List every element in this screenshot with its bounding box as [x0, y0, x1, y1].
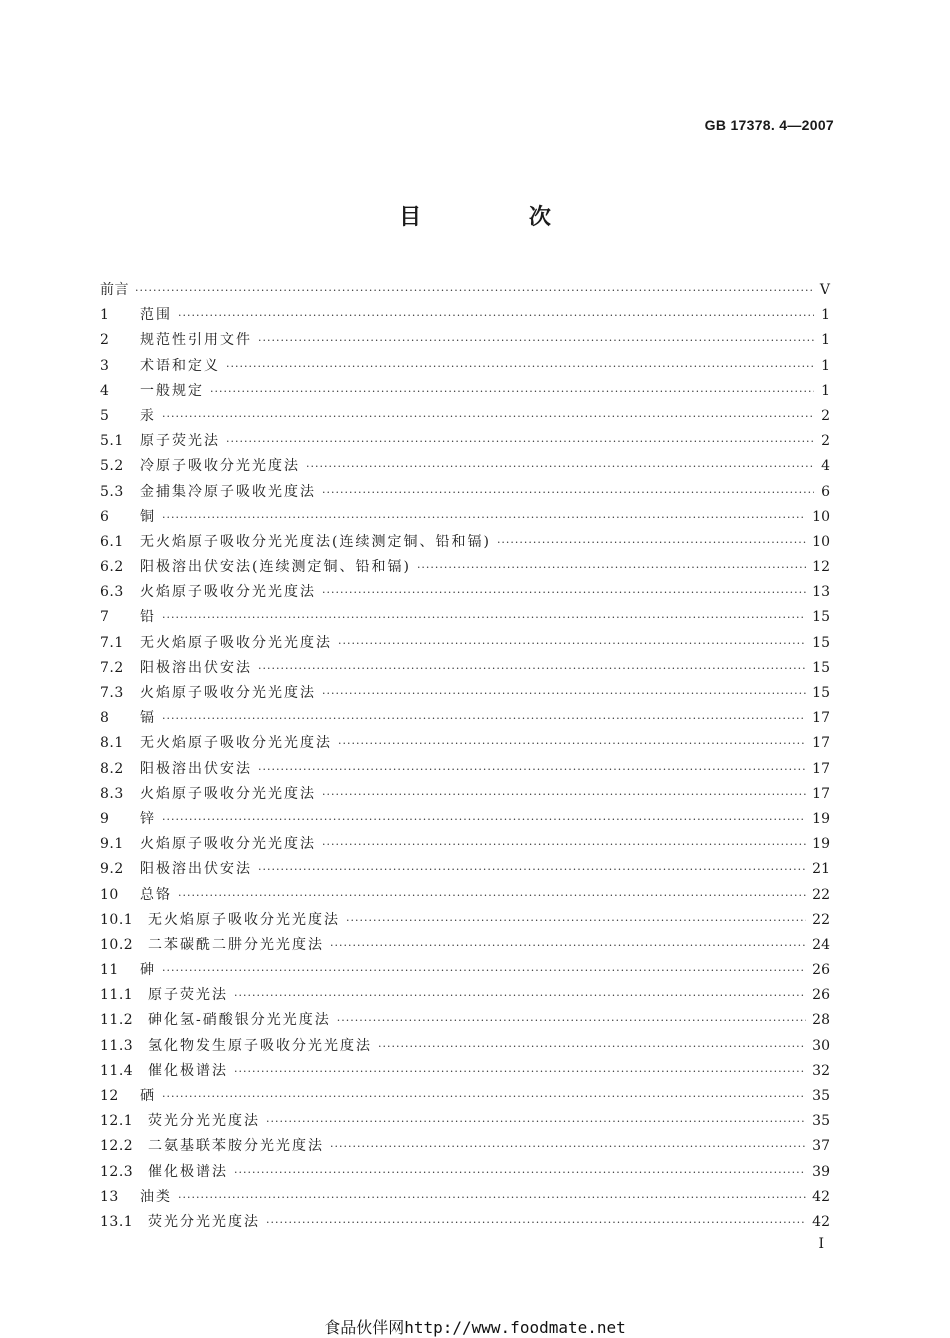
toc-entry[interactable]: [100, 304, 830, 329]
toc-entry-number: 6: [100, 508, 110, 525]
toc-entry-label: 阳极溶出伏安法: [140, 760, 252, 777]
toc-leader-dots: [322, 486, 814, 499]
toc-entry-page: 15: [812, 685, 830, 701]
toc-entry-number: 7: [100, 609, 110, 626]
toc-leader-dots: [178, 889, 806, 902]
toc-entry[interactable]: [100, 430, 830, 455]
toc-entry[interactable]: [100, 632, 830, 657]
toc-entry-page: 1: [821, 332, 830, 349]
toc-leader-dots: [266, 1115, 806, 1128]
toc-entry-number: 11.4: [100, 1062, 134, 1079]
toc-entry-page: 22: [812, 886, 830, 903]
toc-entry[interactable]: [100, 833, 830, 858]
toc-leader-dots: [338, 737, 806, 750]
toc-entry-page: 42: [812, 1188, 830, 1205]
toc-entry-page: 2: [821, 407, 830, 424]
toc-entry-number: 11.1: [100, 987, 134, 1004]
toc-entry-number: 7.1: [100, 634, 124, 651]
toc-entry[interactable]: [100, 455, 830, 480]
toc-entry-label: 一般规定: [140, 382, 204, 399]
toc-entry[interactable]: [100, 758, 830, 783]
toc-entry[interactable]: [100, 984, 830, 1009]
toc-entry-label: 催化极谱法: [148, 1062, 228, 1079]
toc-leader-dots: [178, 309, 814, 322]
toc-entry-number: 8.3: [100, 785, 124, 802]
toc-entry[interactable]: [100, 959, 830, 984]
toc-leader-dots: [226, 435, 814, 448]
toc-leader-dots: [226, 360, 814, 373]
toc-leader-dots: [162, 712, 806, 725]
toc-leader-dots: [258, 863, 806, 876]
toc-entry-page: 28: [812, 1012, 830, 1029]
toc-entry-page: 1: [821, 307, 830, 324]
toc-entry-label: 铜: [140, 508, 156, 525]
toc-entry-label: 无火焰原子吸收分光光度法: [140, 735, 332, 752]
toc-entry[interactable]: [100, 380, 830, 405]
toc-leader-dots: [162, 813, 806, 826]
toc-entry-page: 30: [812, 1037, 830, 1054]
toc-leader-dots: [162, 964, 806, 977]
toc-entry-label: 规范性引用文件: [140, 332, 252, 349]
toc-entry-page: 19: [812, 810, 830, 827]
toc-entry[interactable]: [100, 934, 830, 959]
toc-entry[interactable]: [100, 329, 830, 354]
toc-leader-dots: [234, 1166, 806, 1179]
toc-entry-page: 15: [812, 659, 830, 676]
toc-entry-label: 荧光分光光度法: [148, 1213, 260, 1230]
toc-leader-dots: [258, 662, 806, 675]
toc-entry-page: 1: [821, 357, 830, 374]
toc-leader-dots: [258, 763, 806, 776]
toc-entry-page: 13: [812, 584, 830, 601]
toc-entry-label: 冷原子吸收分光光度法: [140, 458, 300, 475]
toc-entry-label: 荧光分光光度法: [148, 1113, 260, 1130]
toc-entry-number: 2: [100, 332, 110, 349]
toc-entry[interactable]: [100, 581, 830, 606]
toc-entry[interactable]: [100, 481, 830, 506]
toc-entry-page: 17: [812, 785, 830, 802]
page-number: I: [818, 1236, 824, 1252]
toc-entry-label: 火焰原子吸收分光光度法: [140, 836, 316, 853]
toc-entry[interactable]: [100, 1060, 830, 1085]
toc-entry-number: 13: [100, 1188, 119, 1205]
toc-entry-number: 6.3: [100, 584, 124, 601]
toc-entry-number: 8.1: [100, 735, 124, 752]
toc-entry[interactable]: [100, 1110, 830, 1135]
toc-entry-label: 铅: [140, 609, 156, 626]
toc-leader-dots: [266, 1216, 806, 1229]
toc-entry-page: 12: [812, 559, 830, 576]
toc-entry-number: 7.3: [100, 685, 124, 701]
toc-entry[interactable]: [100, 556, 830, 581]
toc-entry-label: 阳极溶出伏安法: [140, 659, 252, 676]
toc-leader-dots: [322, 586, 806, 599]
toc-leader-dots: [162, 1090, 806, 1103]
toc-entry[interactable]: [100, 1009, 830, 1034]
toc-entry-number: 8: [100, 710, 110, 727]
toc-entry-page: V: [819, 282, 830, 298]
toc-entry[interactable]: [100, 1161, 830, 1186]
toc-leader-dots: [346, 914, 806, 927]
toc-entry[interactable]: [100, 1186, 830, 1211]
toc-entry-number: 12.3: [100, 1163, 134, 1180]
toc-entry-page: 19: [812, 836, 830, 853]
toc-entry[interactable]: [100, 506, 830, 531]
toc-entry-page: 42: [812, 1213, 830, 1230]
toc-entry-label: 原子荧光法: [148, 987, 228, 1004]
toc-leader-dots: [330, 939, 806, 952]
toc-entry-label: 总铬: [140, 886, 172, 903]
toc-entry-number: 10: [100, 886, 119, 903]
toc-entry-number: 8.2: [100, 760, 124, 777]
toc-leader-dots: [330, 1140, 806, 1153]
toc-entry-label: 火焰原子吸收分光光度法: [140, 584, 316, 601]
toc-entry-label: 二氨基联苯胺分光光度法: [148, 1138, 324, 1155]
toc-entry[interactable]: [100, 405, 830, 430]
standard-code: GB 17378. 4—2007: [704, 117, 834, 133]
toc-leader-dots: [258, 334, 814, 347]
toc-entry-page: 15: [812, 634, 830, 651]
toc-entry-label: 原子荧光法: [140, 433, 220, 450]
toc-entry[interactable]: [100, 808, 830, 833]
toc-entry[interactable]: [100, 909, 830, 934]
toc-entry-number: 5: [100, 407, 110, 424]
toc-leader-dots: [162, 511, 806, 524]
toc-leader-dots: [178, 1191, 806, 1204]
toc-leader-dots: [234, 989, 806, 1002]
toc-entry-number: 3: [100, 357, 110, 374]
toc-entry-number: 9.1: [100, 836, 124, 853]
toc-entry-number: 10.1: [100, 911, 134, 928]
toc-entry-page: 4: [821, 458, 830, 475]
toc-leader-dots: [322, 788, 806, 801]
toc-entry-label: 砷化氢-硝酸银分光光度法: [148, 1012, 331, 1029]
toc-entry[interactable]: [100, 707, 830, 732]
toc-leader-dots: [234, 1065, 806, 1078]
toc-leader-dots: [135, 284, 814, 297]
toc-entry-page: 10: [812, 508, 830, 525]
toc-entry-number: 11.3: [100, 1037, 134, 1054]
toc-entry-page: 37: [812, 1138, 830, 1155]
toc-entry-number: 6.1: [100, 533, 124, 550]
toc-entry-number: 13.1: [100, 1213, 134, 1230]
toc-entry-label: 无火焰原子吸收分光光度法: [140, 634, 332, 651]
toc-entry-page: 10: [812, 533, 830, 550]
toc-entry-page: 32: [812, 1062, 830, 1079]
toc-entry-label: 二苯碳酰二肼分光光度法: [148, 936, 324, 953]
toc-entry-number: 12.1: [100, 1113, 134, 1130]
toc-entry-number: 前言: [100, 282, 129, 298]
toc-entry-number: 4: [100, 382, 110, 399]
toc-entry-label: 阳极溶出伏安法(连续测定铜、铅和镉): [140, 559, 411, 576]
toc-entry-page: 26: [812, 962, 830, 979]
toc-entry-number: 6.2: [100, 559, 124, 576]
toc-entry-label: 术语和定义: [140, 357, 220, 374]
toc-entry-label: 镉: [140, 710, 156, 727]
toc-entry-page: 17: [812, 710, 830, 727]
toc-entry-page: 1: [821, 382, 830, 399]
toc-entry-label: 氢化物发生原子吸收分光光度法: [148, 1037, 372, 1054]
toc-entry-label: 汞: [140, 407, 156, 424]
toc-entry-page: 39: [812, 1163, 830, 1180]
toc-entry-number: 12: [100, 1088, 119, 1104]
toc-entry-number: 10.2: [100, 936, 134, 953]
toc-entry[interactable]: [100, 1035, 830, 1060]
page-title: 目 次: [399, 205, 601, 230]
toc-entry-page: 26: [812, 987, 830, 1004]
toc-entry-label: 范围: [140, 307, 172, 324]
toc-entry[interactable]: [100, 682, 830, 707]
toc-entry-label: 油类: [140, 1188, 172, 1205]
toc-entry[interactable]: [100, 732, 830, 757]
toc-entry[interactable]: [100, 531, 830, 556]
toc-entry-page: 24: [812, 936, 830, 953]
toc-entry-label: 锌: [140, 810, 156, 827]
toc-leader-dots: [337, 1014, 806, 1027]
toc-entry-page: 17: [812, 760, 830, 777]
toc-leader-dots: [378, 1040, 806, 1053]
toc-entry-label: 无火焰原子吸收分光光度法: [148, 911, 340, 928]
toc-entry-label: 无火焰原子吸收分光光度法(连续测定铜、铅和镉): [140, 533, 491, 550]
toc-entry-number: 5.3: [100, 483, 124, 500]
toc-leader-dots: [306, 460, 814, 473]
table-of-contents: [100, 279, 830, 1236]
toc-entry-page: 22: [812, 911, 830, 928]
toc-entry[interactable]: [100, 606, 830, 631]
toc-leader-dots: [322, 687, 806, 700]
toc-entry-page: 35: [812, 1088, 830, 1104]
toc-leader-dots: [497, 536, 806, 549]
toc-leader-dots: [210, 385, 814, 398]
toc-entry[interactable]: [100, 858, 830, 883]
toc-entry-number: 9: [100, 810, 110, 827]
toc-leader-dots: [417, 561, 806, 574]
toc-entry-label: 硒: [140, 1088, 156, 1104]
toc-entry[interactable]: [100, 657, 830, 682]
toc-entry-page: 6: [821, 483, 830, 500]
toc-entry-number: 12.2: [100, 1138, 134, 1155]
toc-leader-dots: [322, 838, 806, 851]
toc-entry-number: 7.2: [100, 659, 124, 676]
toc-entry-page: 21: [812, 861, 830, 878]
toc-entry-label: 火焰原子吸收分光光度法: [140, 685, 316, 701]
toc-entry-label: 阳极溶出伏安法: [140, 861, 252, 878]
toc-entry[interactable]: [100, 783, 830, 808]
toc-entry-page: 15: [812, 609, 830, 626]
toc-entry-number: 9.2: [100, 861, 124, 878]
toc-leader-dots: [162, 410, 814, 423]
toc-entry-label: 催化极谱法: [148, 1163, 228, 1180]
toc-entry-page: 2: [821, 433, 830, 450]
toc-entry-label: 砷: [140, 962, 156, 979]
toc-entry-number: 5.1: [100, 433, 124, 450]
toc-entry[interactable]: [100, 1135, 830, 1160]
toc-entry-page: 17: [812, 735, 830, 752]
toc-entry-number: 11.2: [100, 1012, 134, 1029]
toc-entry[interactable]: [100, 1085, 830, 1110]
toc-entry[interactable]: [100, 884, 830, 909]
watermark-text: 食品伙伴网http://www.foodmate.net: [324, 1318, 626, 1337]
toc-entry-number: 11: [100, 962, 119, 979]
toc-entry-number: 1: [100, 307, 110, 324]
toc-entry[interactable]: [100, 1211, 830, 1236]
toc-entry-label: 火焰原子吸收分光光度法: [140, 785, 316, 802]
toc-entry-number: 5.2: [100, 458, 124, 475]
toc-leader-dots: [162, 611, 806, 624]
toc-leader-dots: [338, 637, 806, 650]
toc-entry-label: 金捕集冷原子吸收光度法: [140, 483, 316, 500]
toc-entry-page: 35: [812, 1113, 830, 1130]
toc-entry[interactable]: [100, 355, 830, 380]
toc-entry[interactable]: [100, 279, 830, 304]
